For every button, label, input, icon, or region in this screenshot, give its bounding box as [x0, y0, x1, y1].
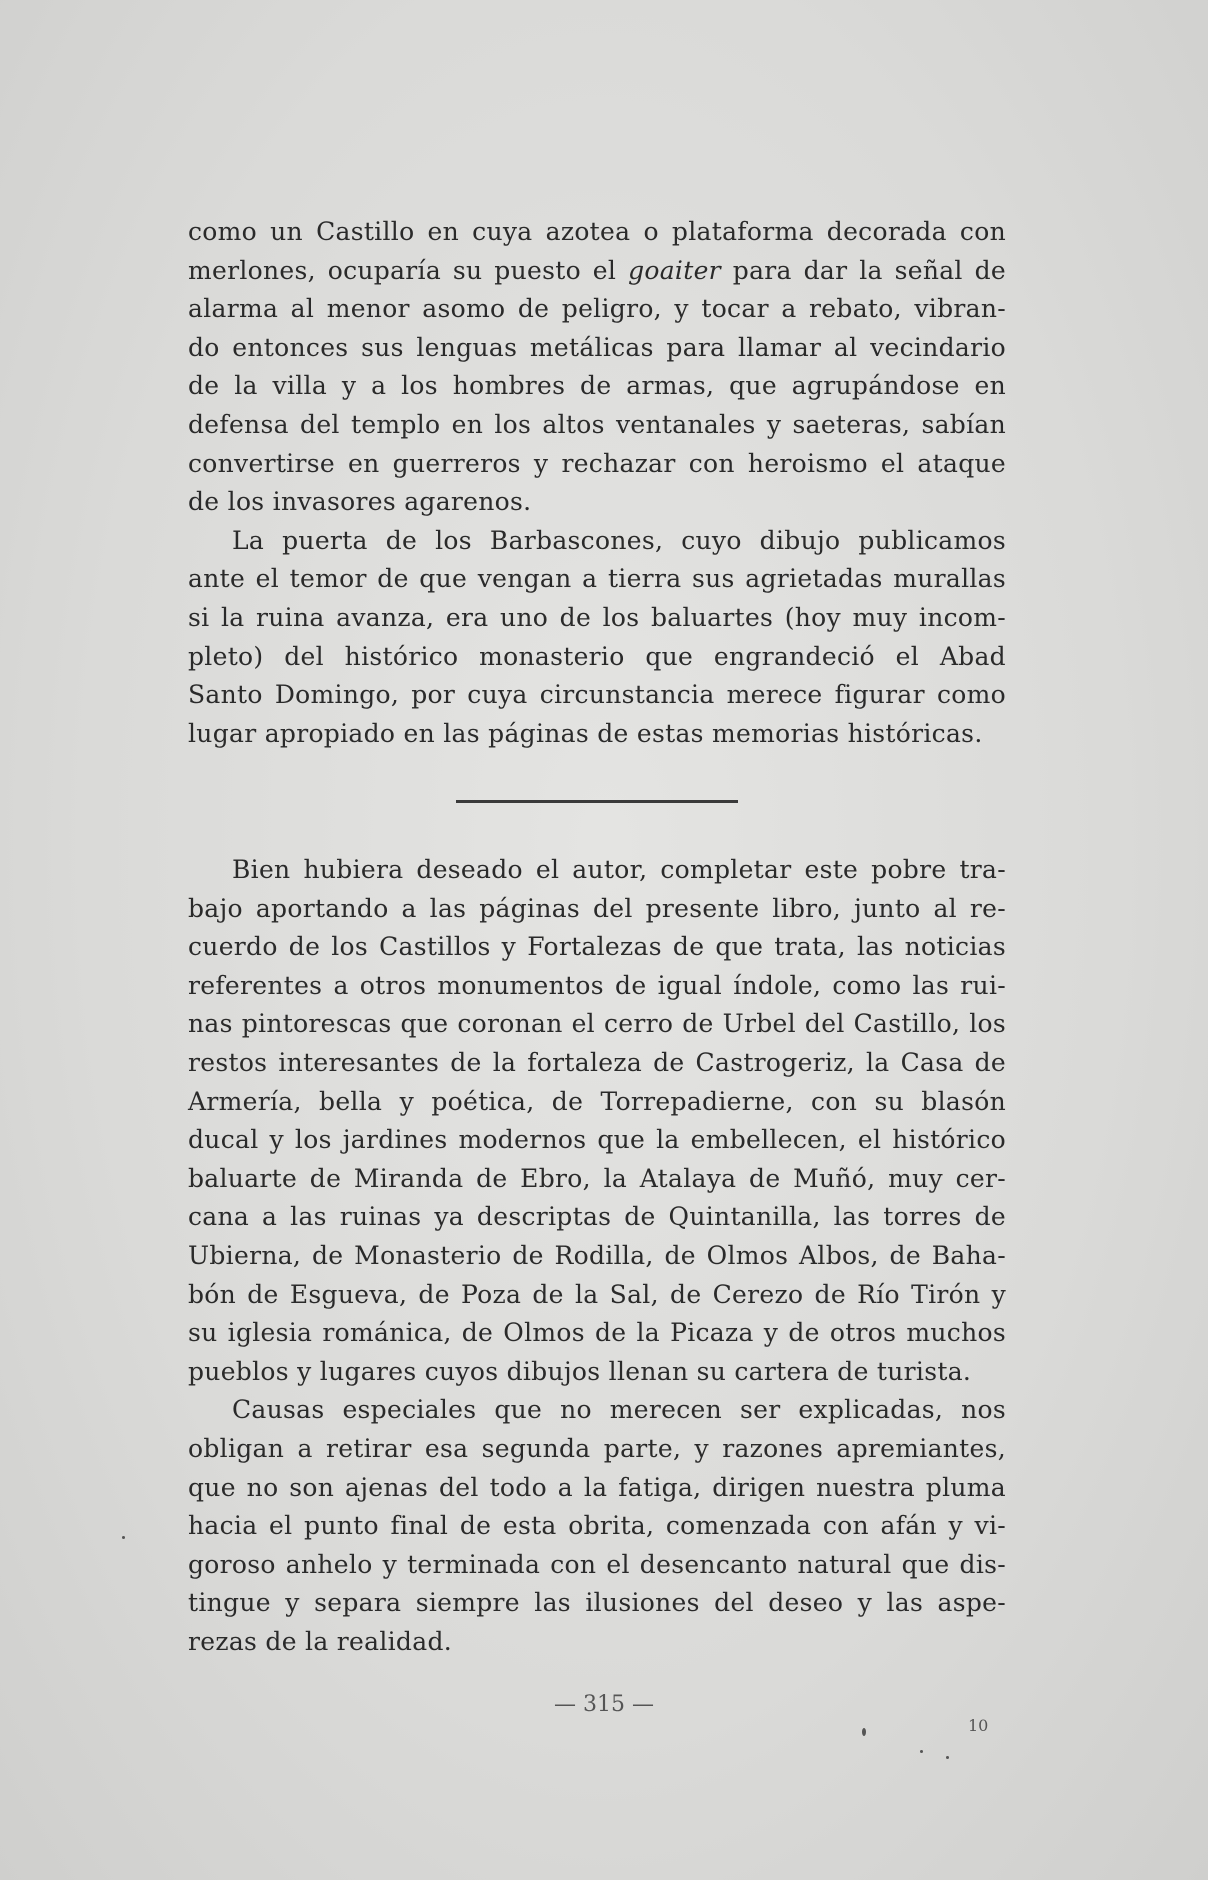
- text-line: Santo Domingo, por cuya circunstancia merece figurar como: [188, 680, 1006, 710]
- text-line: goroso anhelo y terminada con el desencanto natural que dis-: [188, 1549, 1006, 1579]
- italic-word: goaiter: [628, 255, 721, 285]
- ink-speck: [122, 1536, 125, 1539]
- text-line: Bien hubiera deseado el autor, completar este pobre tra-: [232, 855, 1006, 884]
- text-line: nas pintorescas que coronan el cerro de Urbel del Castillo, los: [188, 1009, 1006, 1039]
- text-line: de los invasores agarenos.: [188, 487, 532, 517]
- paragraph-barbascones: [188, 522, 1006, 754]
- text-line: su iglesia románica, de Olmos de la Picaza y de otros muchos: [188, 1318, 1006, 1348]
- text-line: merlones, ocuparía su puesto el goaiter para dar la señal de: [188, 255, 1006, 285]
- text-line: defensa del templo en los altos ventanales y saeteras, sabían: [188, 409, 1006, 439]
- text-line: bajo aportando a las páginas del presente libro, junto al re-: [188, 893, 1006, 923]
- text-line: pueblos y lugares cuyos dibujos llenan su cartera de turista.: [188, 1356, 972, 1386]
- paragraph-causas: [188, 1391, 1006, 1661]
- text-line: ducal y los jardines modernos que la embellecen, el histórico: [188, 1125, 1006, 1155]
- text-line: hacia el punto final de esta obrita, comenzada con afán y vi-: [188, 1511, 1006, 1541]
- text-block-top: [188, 213, 1006, 753]
- text-line: que no son ajenas del todo a la fatiga, dirigen nuestra pluma: [188, 1472, 1006, 1502]
- section-divider: [456, 800, 738, 803]
- ink-speck: [862, 1728, 866, 1736]
- text-line: de la villa y a los hombres de armas, que agrupándose en: [188, 371, 1006, 401]
- text-line: alarma al menor asomo de peligro, y tocar a rebato, vibran-: [188, 294, 1006, 324]
- text-line: Armería, bella y poética, de Torrepadierne, con su blasón: [188, 1086, 1006, 1116]
- text-line: referentes a otros monumentos de igual índole, como las rui-: [188, 970, 1006, 1000]
- text-line: como un Castillo en cuya azotea o plataforma decorada con: [188, 217, 1006, 246]
- ink-speck: [920, 1750, 923, 1753]
- text-line: Causas especiales que no merecen ser explicadas, nos: [232, 1395, 1006, 1425]
- text-line: rezas de la realidad.: [188, 1626, 452, 1656]
- text-line: bón de Esgueva, de Poza de la Sal, de Cerezo de Río Tirón y: [188, 1279, 1006, 1309]
- text-line: lugar apropiado en las páginas de estas memorias históricas.: [188, 718, 983, 748]
- text-line: La puerta de los Barbascones, cuyo dibujo publicamos: [232, 525, 1006, 555]
- text-line: convertirse en guerreros y rechazar con heroismo el ataque: [188, 448, 1006, 478]
- text-line: obligan a retirar esa segunda parte, y razones apremiantes,: [188, 1433, 1006, 1463]
- text-line: si la ruina avanza, era uno de los baluartes (hoy muy incom-: [188, 602, 1006, 632]
- signature-mark: 10: [968, 1716, 989, 1735]
- text-line: cana a las ruinas ya descriptas de Quintanilla, las torres de: [188, 1202, 1006, 1232]
- text-line: pleto) del histórico monasterio que engrandeció el Abad: [188, 641, 1006, 671]
- ink-speck: [946, 1756, 949, 1759]
- text-line: do entonces sus lenguas metálicas para llamar al vecindario: [188, 332, 1006, 362]
- text-line: cuerdo de los Castillos y Fortalezas de que trata, las noticias: [188, 932, 1006, 962]
- text-block-bottom: [188, 851, 1006, 1661]
- text-line: ante el temor de que vengan a tierra sus agrietadas murallas: [188, 564, 1006, 594]
- text-line: Ubierna, de Monasterio de Rodilla, de Olmos Albos, de Baha-: [188, 1240, 1006, 1270]
- paragraph-autor: [188, 851, 1006, 1391]
- paragraph-castillo: [188, 213, 1006, 522]
- text-line: tingue y separa siempre las ilusiones del deseo y las aspe-: [188, 1588, 1006, 1618]
- page-number: — 315 —: [554, 1692, 654, 1717]
- text-line: baluarte de Miranda de Ebro, la Atalaya de Muñó, muy cer-: [188, 1163, 1006, 1193]
- text-line: restos interesantes de la fortaleza de Castrogeriz, la Casa de: [188, 1047, 1006, 1077]
